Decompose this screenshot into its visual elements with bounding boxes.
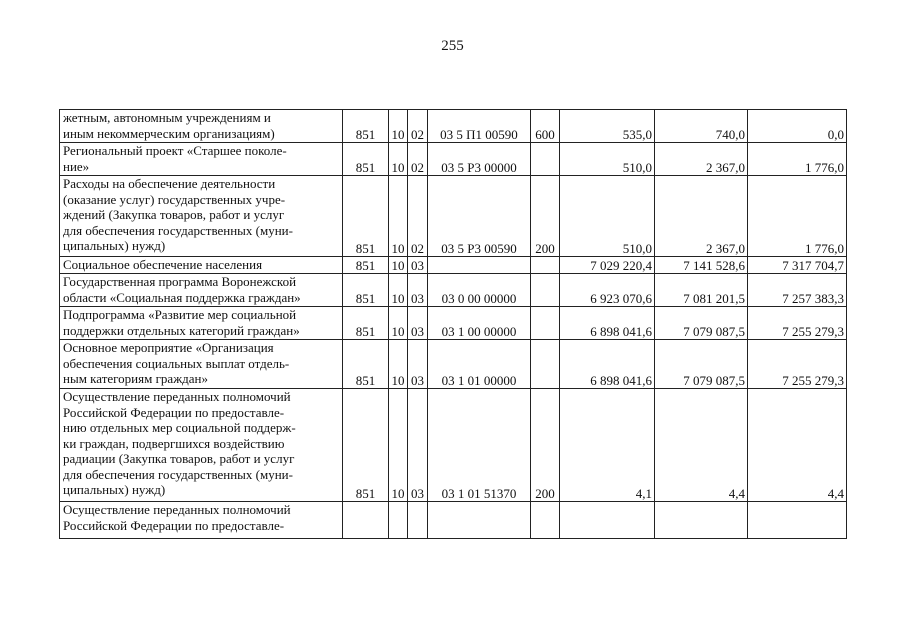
cell-pr: 03 bbox=[408, 307, 428, 340]
cell-pr bbox=[408, 502, 428, 539]
cell-csr: 03 5 Р3 00590 bbox=[428, 176, 531, 257]
cell-y1 bbox=[560, 502, 655, 539]
cell-name: Государственная программа Воронежской области «Социальная поддержка граждан» bbox=[60, 274, 343, 307]
cell-y2 bbox=[655, 502, 748, 539]
table-row bbox=[60, 110, 847, 143]
cell-csr: 03 1 00 00000 bbox=[428, 307, 531, 340]
table-row bbox=[60, 502, 847, 539]
cell-y2: 7 081 201,5 bbox=[655, 274, 748, 307]
cell-pr: 03 bbox=[408, 274, 428, 307]
cell-y3 bbox=[748, 502, 847, 539]
cell-rz: 10 bbox=[389, 340, 408, 389]
cell-y2: 740,0 bbox=[655, 110, 748, 143]
cell-name: Региональный проект «Старшее поколе- ние» bbox=[60, 143, 343, 176]
cell-y3: 7 317 704,7 bbox=[748, 257, 847, 274]
cell-pr: 03 bbox=[408, 340, 428, 389]
cell-pr: 03 bbox=[408, 257, 428, 274]
cell-csr bbox=[428, 502, 531, 539]
cell-y1: 6 923 070,6 bbox=[560, 274, 655, 307]
cell-y2: 4,4 bbox=[655, 389, 748, 502]
cell-vr bbox=[531, 257, 560, 274]
table-row bbox=[60, 307, 847, 340]
cell-y1: 6 898 041,6 bbox=[560, 307, 655, 340]
cell-vr bbox=[531, 340, 560, 389]
cell-rz: 10 bbox=[389, 143, 408, 176]
cell-vr bbox=[531, 143, 560, 176]
cell-y2: 2 367,0 bbox=[655, 176, 748, 257]
cell-csr: 03 5 Р3 00000 bbox=[428, 143, 531, 176]
cell-name: Подпрограмма «Развитие мер социальной поддержки отдельных категорий граждан» bbox=[60, 307, 343, 340]
cell-name: Социальное обеспечение населения bbox=[60, 257, 343, 274]
cell-pr: 02 bbox=[408, 110, 428, 143]
cell-y3: 0,0 bbox=[748, 110, 847, 143]
cell-pr: 03 bbox=[408, 389, 428, 502]
cell-name: Расходы на обеспечение деятельности (оказание услуг) государственных учре- ждений (Закупка товаров, работ и услуг для обеспечения государственных (муни- ципальных) нужд) bbox=[60, 176, 343, 257]
cell-rz: 10 bbox=[389, 110, 408, 143]
table-row bbox=[60, 257, 847, 274]
table-row bbox=[60, 389, 847, 502]
cell-csr: 03 0 00 00000 bbox=[428, 274, 531, 307]
cell-rz bbox=[389, 502, 408, 539]
cell-rz: 10 bbox=[389, 307, 408, 340]
cell-csr: 03 1 01 00000 bbox=[428, 340, 531, 389]
cell-csr: 03 5 П1 00590 bbox=[428, 110, 531, 143]
cell-csr bbox=[428, 257, 531, 274]
cell-y2: 7 141 528,6 bbox=[655, 257, 748, 274]
cell-vr: 200 bbox=[531, 389, 560, 502]
cell-y1: 510,0 bbox=[560, 143, 655, 176]
cell-csr: 03 1 01 51370 bbox=[428, 389, 531, 502]
cell-y3: 7 255 279,3 bbox=[748, 340, 847, 389]
cell-grbs: 851 bbox=[343, 340, 389, 389]
cell-y3: 4,4 bbox=[748, 389, 847, 502]
cell-grbs: 851 bbox=[343, 143, 389, 176]
cell-grbs: 851 bbox=[343, 257, 389, 274]
cell-vr: 600 bbox=[531, 110, 560, 143]
cell-y2: 7 079 087,5 bbox=[655, 307, 748, 340]
table-row bbox=[60, 143, 847, 176]
cell-pr: 02 bbox=[408, 176, 428, 257]
cell-grbs: 851 bbox=[343, 389, 389, 502]
cell-vr bbox=[531, 307, 560, 340]
cell-y3: 1 776,0 bbox=[748, 176, 847, 257]
cell-y3: 1 776,0 bbox=[748, 143, 847, 176]
cell-y3: 7 257 383,3 bbox=[748, 274, 847, 307]
cell-grbs: 851 bbox=[343, 274, 389, 307]
cell-name: жетным, автономным учреждениям и иным некоммерческим организациям) bbox=[60, 110, 343, 143]
cell-y1: 4,1 bbox=[560, 389, 655, 502]
cell-name: Осуществление переданных полномочий Российской Федерации по предоставле- нию отдельных мер социальной поддерж- ки граждан, подвергшихся воздействию радиации (Закупка товаров, работ и услуг для обеспечения государственных (муни- ципальных) нужд) bbox=[60, 389, 343, 502]
cell-y1: 510,0 bbox=[560, 176, 655, 257]
cell-y2: 7 079 087,5 bbox=[655, 340, 748, 389]
budget-table bbox=[59, 109, 847, 539]
cell-vr bbox=[531, 502, 560, 539]
cell-y3: 7 255 279,3 bbox=[748, 307, 847, 340]
cell-name: Основное мероприятие «Организация обеспечения социальных выплат отдель- ным категориям граждан» bbox=[60, 340, 343, 389]
cell-vr bbox=[531, 274, 560, 307]
table-row bbox=[60, 176, 847, 257]
cell-rz: 10 bbox=[389, 389, 408, 502]
cell-y1: 6 898 041,6 bbox=[560, 340, 655, 389]
cell-grbs: 851 bbox=[343, 307, 389, 340]
cell-vr: 200 bbox=[531, 176, 560, 257]
cell-rz: 10 bbox=[389, 274, 408, 307]
cell-pr: 02 bbox=[408, 143, 428, 176]
table-row bbox=[60, 274, 847, 307]
cell-y2: 2 367,0 bbox=[655, 143, 748, 176]
cell-grbs: 851 bbox=[343, 110, 389, 143]
cell-y1: 7 029 220,4 bbox=[560, 257, 655, 274]
cell-grbs bbox=[343, 502, 389, 539]
cell-y1: 535,0 bbox=[560, 110, 655, 143]
cell-name: Осуществление переданных полномочий Российской Федерации по предоставле- bbox=[60, 502, 343, 539]
page-number: 255 bbox=[441, 38, 464, 54]
cell-grbs: 851 bbox=[343, 176, 389, 257]
table-row bbox=[60, 340, 847, 389]
cell-rz: 10 bbox=[389, 257, 408, 274]
cell-rz: 10 bbox=[389, 176, 408, 257]
